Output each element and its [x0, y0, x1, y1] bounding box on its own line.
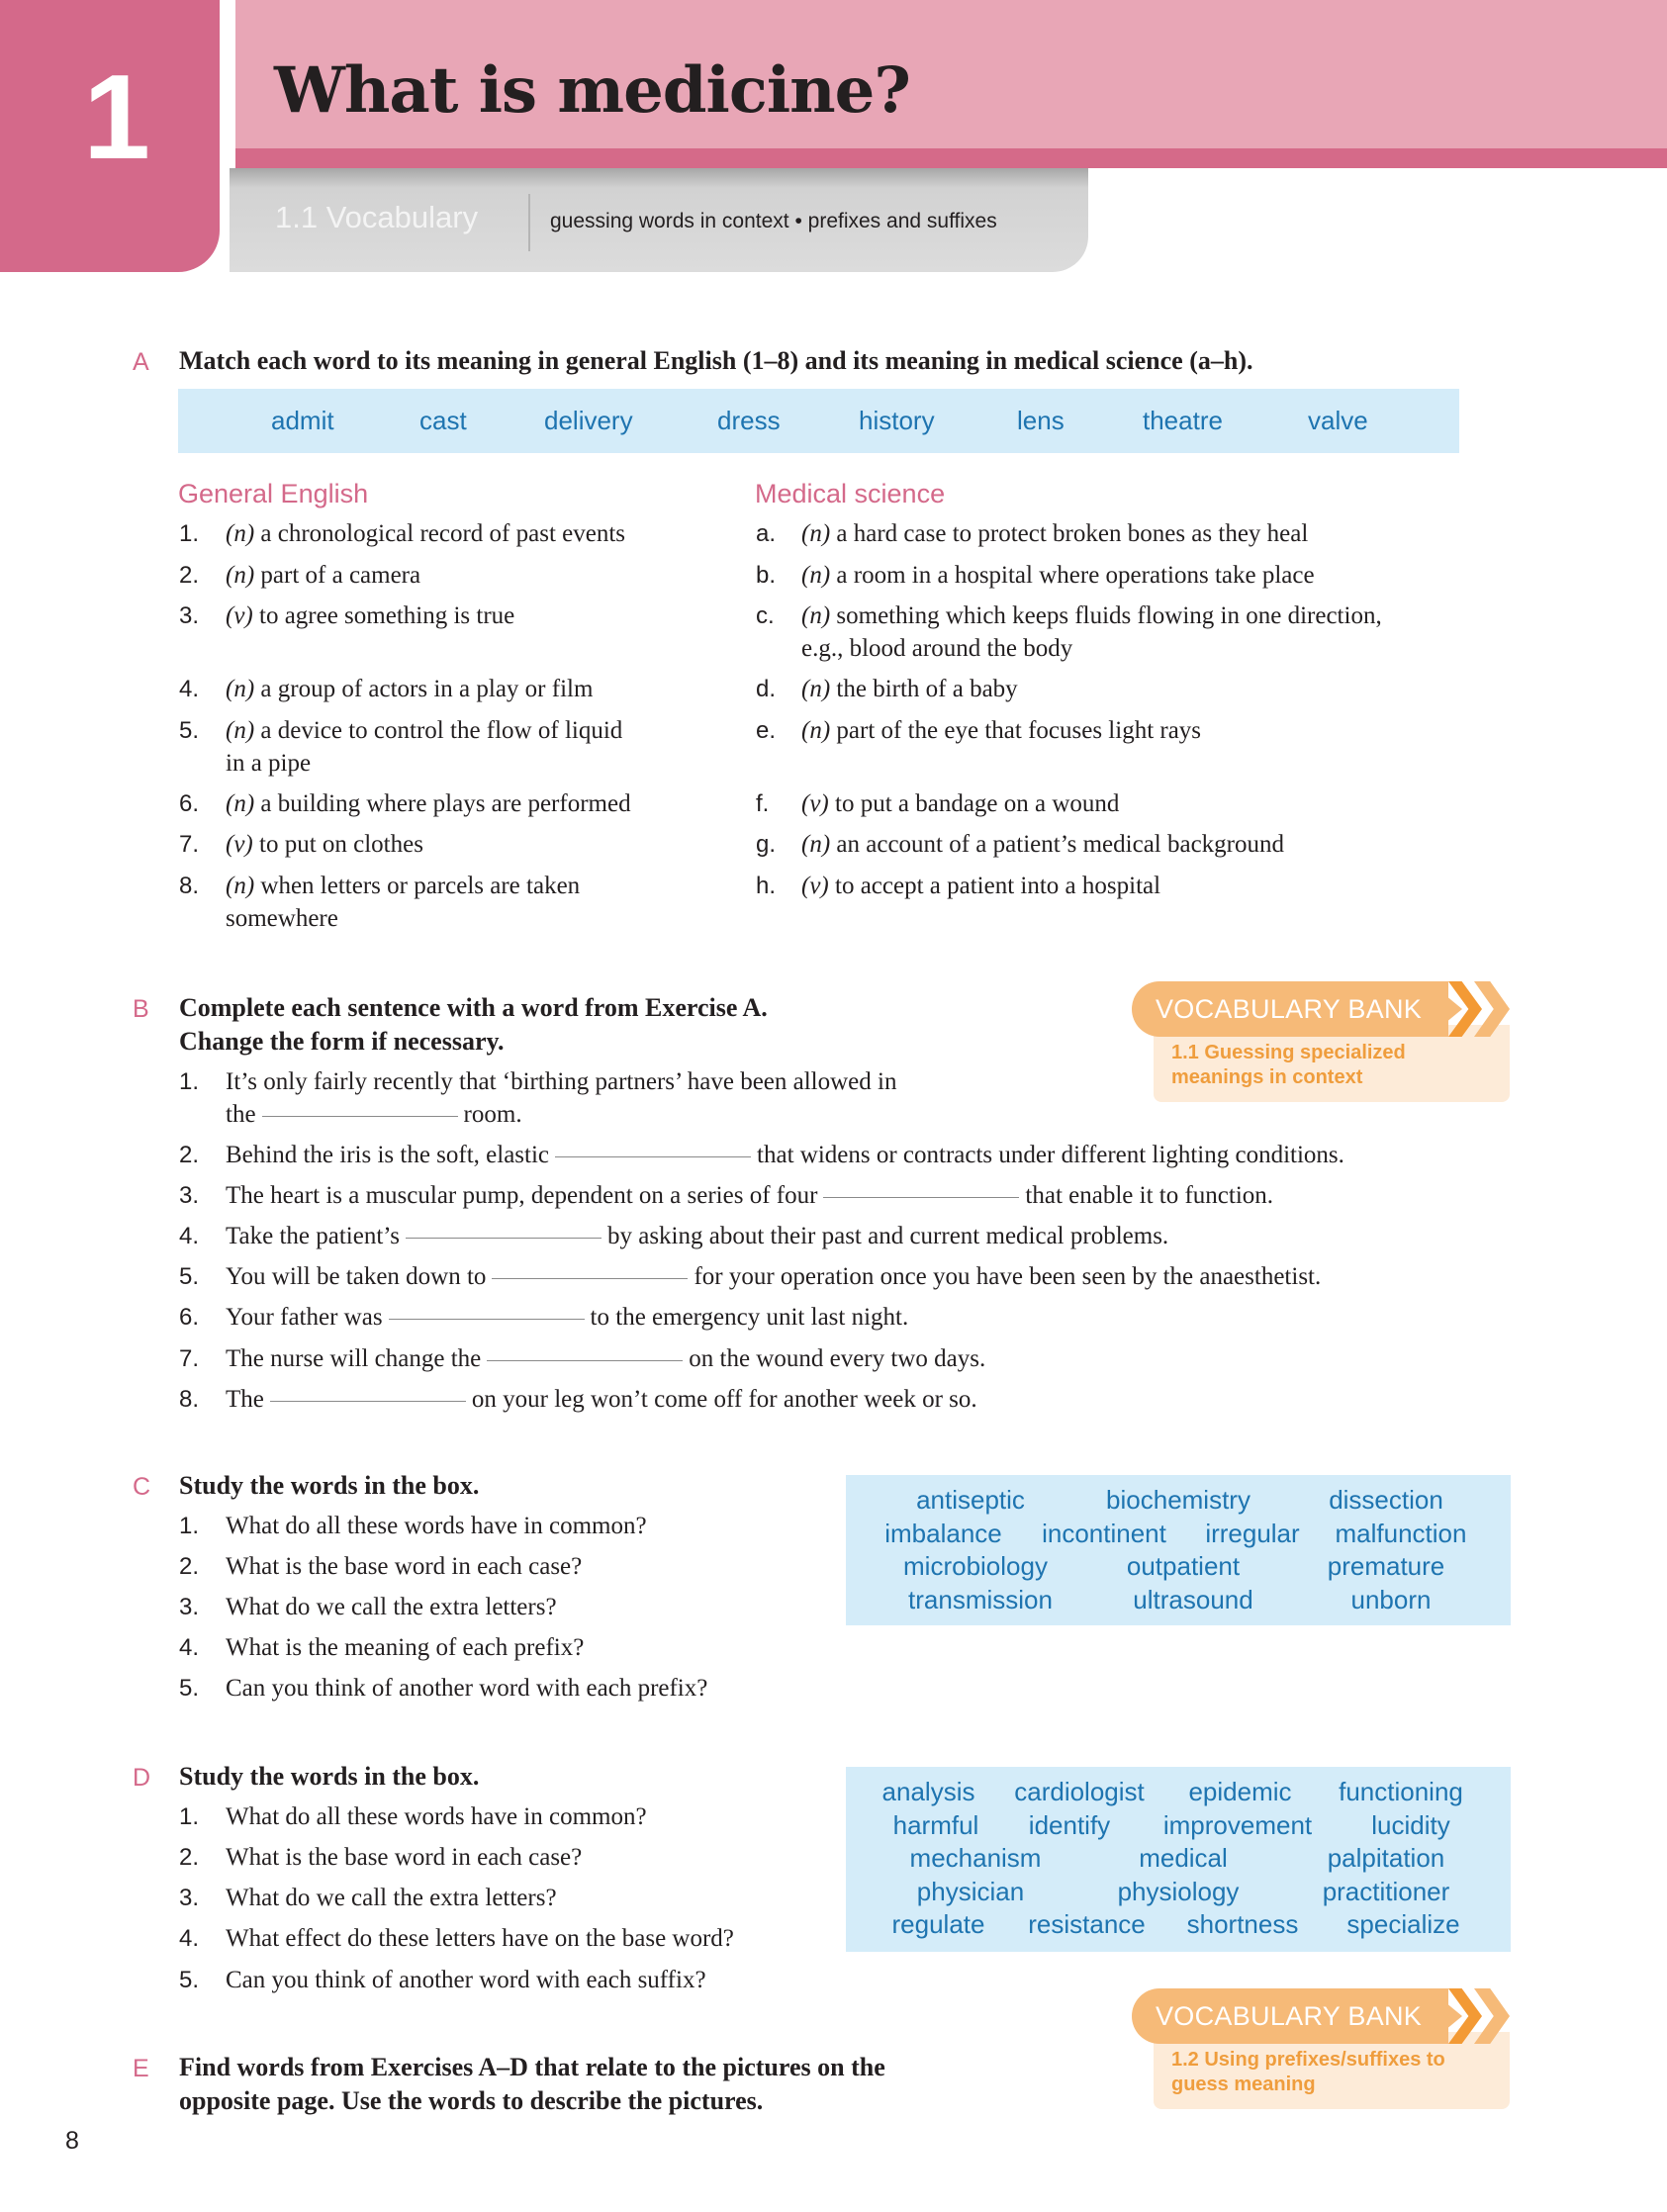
word-chip: epidemic	[1188, 1777, 1292, 1806]
answer-blank[interactable]	[406, 1238, 602, 1239]
vocabulary-bank-link[interactable]: 1.1 Guessing specialized meanings in context	[1171, 1042, 1406, 1088]
word-chip: theatre	[1143, 406, 1223, 435]
word-chip: harmful	[892, 1809, 979, 1840]
exercise-b-instruction-2: Change the form if necessary.	[179, 1027, 505, 1056]
word-chip: improvement	[1162, 1809, 1313, 1840]
chapter-number: 1	[83, 49, 150, 184]
vocabulary-bank-title: VOCABULARY BANK	[1156, 994, 1423, 1024]
answer-blank[interactable]	[823, 1197, 1019, 1198]
section-topics: guessing words in context • prefixes and suffixes	[550, 210, 997, 232]
exercise-c-letter: C	[133, 1473, 151, 1501]
answer-blank[interactable]	[389, 1319, 585, 1320]
answer-blank[interactable]	[555, 1156, 751, 1157]
exercise-d-letter: D	[133, 1764, 151, 1792]
word-chip: malfunction	[1335, 1518, 1467, 1548]
word-chip: history	[859, 406, 935, 435]
word-chip: resistance	[1028, 1909, 1146, 1939]
word-chip: premature	[1327, 1551, 1445, 1581]
exercise-a-instruction: Match each word to its meaning in general English (1–8) and its meaning in medical science (a–h).	[179, 346, 1253, 375]
word-chip: medical	[1139, 1843, 1228, 1873]
word-chip: microbiology	[903, 1551, 1048, 1581]
word-chip: biochemistry	[1106, 1485, 1250, 1515]
word-chip: physiology	[1117, 1876, 1240, 1906]
word-chip: admit	[271, 406, 334, 435]
word-chip: practitioner	[1322, 1876, 1450, 1906]
word-chip: irregular	[1205, 1518, 1300, 1548]
word-chip: incontinent	[1042, 1518, 1166, 1548]
word-chip: imbalance	[884, 1518, 1002, 1548]
word-chip: dissection	[1329, 1485, 1443, 1515]
word-chip: regulate	[891, 1909, 985, 1939]
word-chip: cast	[419, 406, 467, 435]
answer-blank[interactable]	[270, 1401, 466, 1402]
medical-science-heading: Medical science	[755, 479, 946, 508]
word-chip: lens	[1017, 406, 1065, 435]
subtitle-divider	[528, 194, 530, 251]
word-chip: shortness	[1186, 1909, 1299, 1939]
exercise-d-instruction: Study the words in the box.	[179, 1762, 480, 1791]
word-chip: analysis	[881, 1777, 975, 1806]
word-chip: ultrasound	[1133, 1584, 1253, 1614]
exercise-c-word-box	[846, 1475, 1511, 1625]
exercise-e-instruction-1: Find words from Exercises A–D that relate to the pictures on the	[179, 2053, 885, 2081]
answer-blank[interactable]	[487, 1360, 683, 1361]
word-chip: lucidity	[1371, 1809, 1450, 1840]
exercise-e-letter: E	[133, 2055, 149, 2082]
word-chip: physician	[916, 1876, 1025, 1906]
page-number: 8	[65, 2127, 79, 2155]
word-chip: antiseptic	[916, 1485, 1025, 1515]
exercise-b-instruction-1: Complete each sentence with a word from Exercise A.	[179, 993, 768, 1022]
word-chip: mechanism	[909, 1843, 1042, 1873]
page-title: What is medicine?	[274, 53, 910, 128]
word-chip: transmission	[908, 1584, 1053, 1614]
word-chip: outpatient	[1126, 1551, 1241, 1581]
answer-blank[interactable]	[262, 1116, 458, 1117]
general-english-heading: General English	[178, 479, 369, 508]
exercise-d-word-box	[846, 1767, 1511, 1952]
exercise-e-instruction-2: opposite page. Use the words to describe the pictures.	[179, 2086, 764, 2115]
vocabulary-bank-title: VOCABULARY BANK	[1156, 2001, 1423, 2031]
exercise-a-letter: A	[133, 348, 149, 376]
vocabulary-bank-link[interactable]: 1.2 Using prefixes/suffixes to guess meaning	[1171, 2049, 1445, 2095]
word-chip: delivery	[544, 406, 633, 435]
answer-blank[interactable]	[492, 1278, 688, 1279]
word-chip: unborn	[1350, 1584, 1432, 1614]
word-chip: functioning	[1339, 1777, 1463, 1806]
title-stripe	[235, 148, 1667, 168]
word-chip: specialize	[1346, 1909, 1460, 1939]
exercise-b-letter: B	[133, 995, 149, 1023]
exercise-a-word-box	[178, 389, 1459, 453]
word-chip: valve	[1308, 406, 1368, 435]
vocabulary-bank-2[interactable]	[1132, 1988, 1512, 2111]
word-chip: dress	[717, 406, 781, 435]
section-label: 1.1 Vocabulary	[275, 200, 479, 234]
vocabulary-bank-1[interactable]	[1132, 981, 1512, 1104]
word-chip: identify	[1028, 1809, 1111, 1840]
word-chip: cardiologist	[1014, 1777, 1145, 1806]
exercise-c-instruction: Study the words in the box.	[179, 1471, 480, 1500]
word-chip: palpitation	[1327, 1843, 1445, 1873]
